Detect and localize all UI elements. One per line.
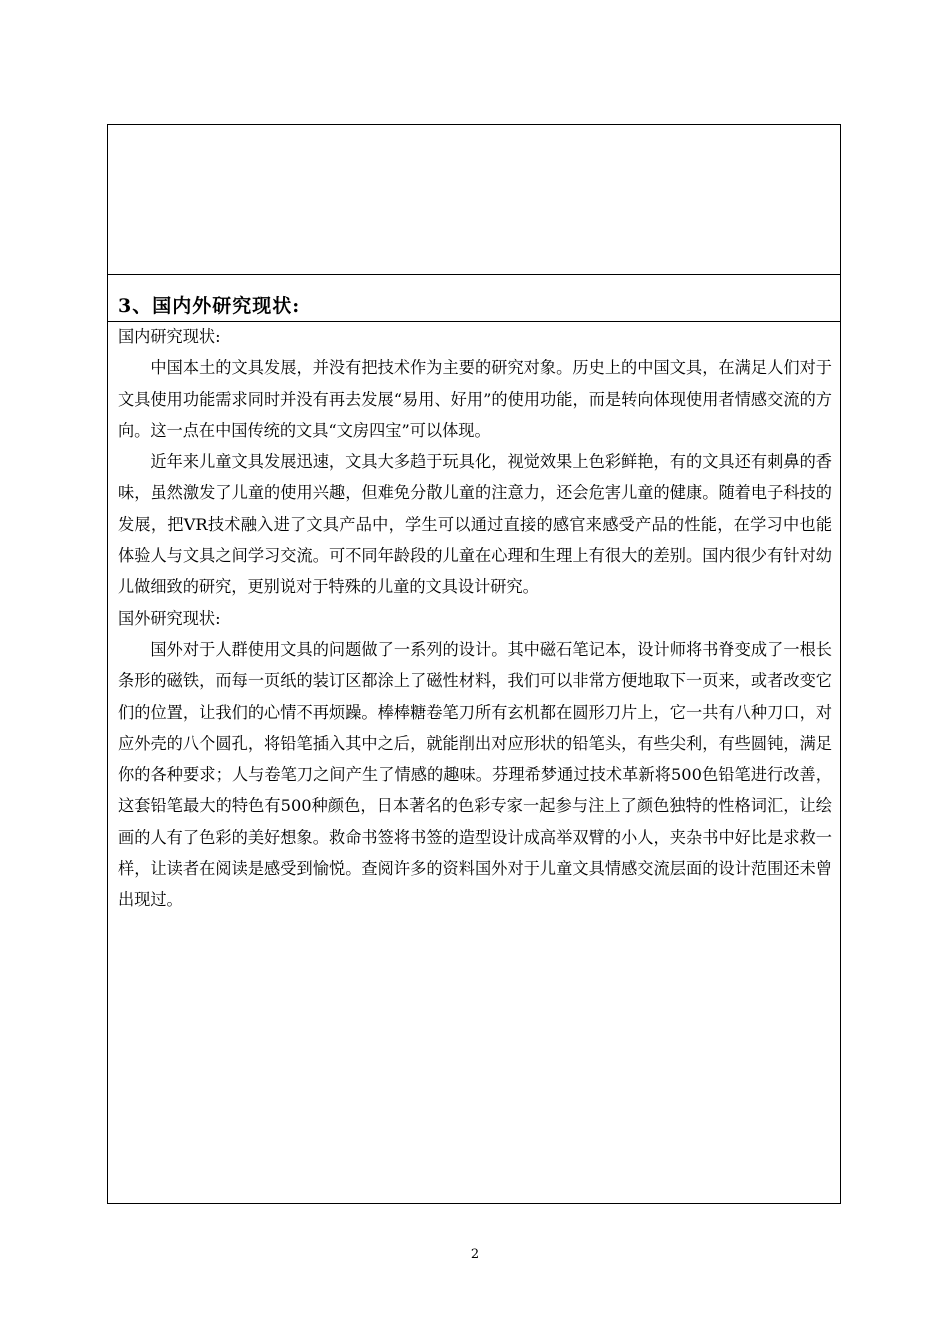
foreign-research-label: 国外研究现状: [118, 608, 221, 628]
foreign-paragraph-1: 国外对于人群使用文具的问题做了一系列的设计。其中磁石笔记本，设计师将书脊变成了一根长条形的磁铁，而每一页纸的装订区都涂上了磁性材料，我们可以非常方便地取下一页来，或者改变它们的位置，让我们的心情不再烦躁。棒棒糖卷笔刀所有玄机都在圆形刀片上，它一共有八种刀口，对应外壳的八个圆孔，将铅笔插入其中之后，就能削出对应形状的铅笔头，有些尖利，有些圆钝，满足你的各种要求；人与卷笔刀之间产生了情感的趣味。芬理希梦通过技术革新将500色铅笔进行改善，这套铅笔最大的特色有500种颜色，日本著名的色彩专家一起参与注上了颜色独特的性格词汇，让绘画的人有了色彩的美好想象。救命书签将书签的造型设计成高举双臂的小人，夹杂书中好比是求救一样，让读者在阅读是感受到愉悦。查阅许多的资料国外对于儿童文具情感交流层面的设计范围还未曾出现过。 [118, 639, 832, 910]
domestic-paragraph-1: 中国本土的文具发展，并没有把技术作为主要的研究对象。历史上的中国文具，在满足人们对于文具使用功能需求同时并没有再去发展“易用、好用”的使用功能，而是转向体现使用者情感交流的方向。这一点在中国传统的文具“文房四宝”可以体现。 [118, 358, 832, 440]
section-content [118, 321, 832, 916]
table-divider-top [108, 274, 840, 275]
domestic-paragraph-2: 近年来儿童文具发展迅速，文具大多趋于玩具化，视觉效果上色彩鲜艳，有的文具还有刺鼻的香味，虽然激发了儿童的使用兴趣，但难免分散儿童的注意力，还会危害儿童的健康。随着电子科技的发展，把VR技术融入进了文具产品中，学生可以通过直接的感官来感受产品的性能，在学习中也能体验人与文具之间学习交流。可不同年龄段的儿童在心理和生理上有很大的差别。国内很少有针对幼儿做细致的研究，更别说对于特殊的儿童的文具设计研究。 [118, 452, 832, 597]
section-heading: 3、国内外研究现状: [118, 295, 301, 317]
page-number: 2 [470, 1247, 480, 1262]
document-table [107, 124, 841, 1204]
domestic-research-label: 国内研究现状: [118, 327, 221, 346]
